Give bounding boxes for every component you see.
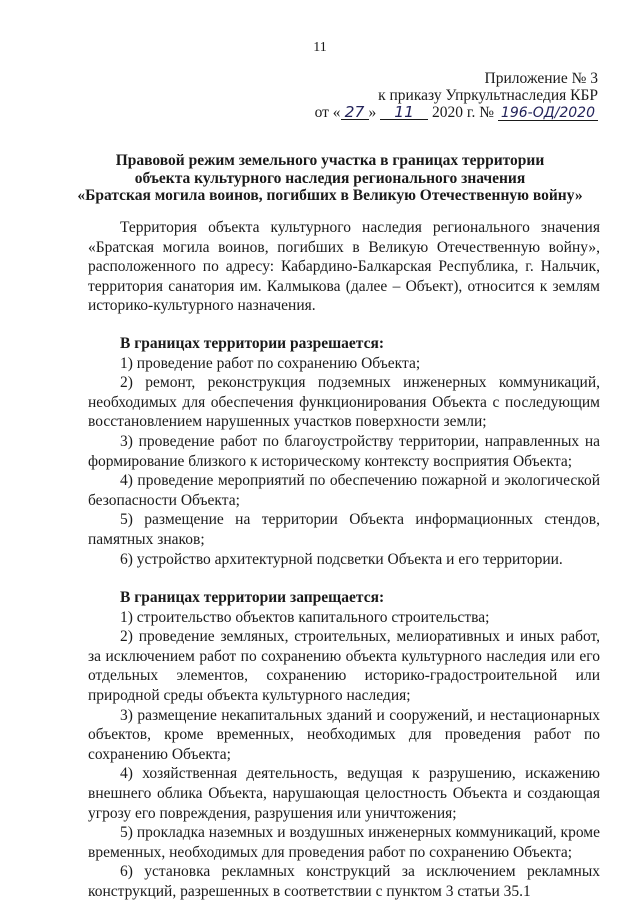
allowed-item: 2) ремонт, реконструкция подземных инженерных коммуникаций, необходимых для обеспечения функционирования Объекта с последующим восстановлением нарушенных участков поверхности земли;: [88, 374, 600, 431]
intro-paragraph: Территория объекта культурного наследия регионального значения «Братская могила воинов, погибших в Великую Отечественную войну», расположенного по адресу: Кабардино-Балкарская Республика, г. Нальчик, территория санатория им. Калмыкова (далее – Объект), относится к землям историко-культурного назначения.: [88, 219, 600, 315]
date-prefix: от «: [314, 104, 341, 121]
handwritten-order-number: 196-ОД/2020: [498, 106, 598, 121]
year-and-number-label: 2020 г. №: [432, 104, 495, 121]
title-line-1: Правовой режим земельного участка в границах территории: [115, 152, 545, 169]
date-quote: »: [368, 104, 377, 121]
document-body: [88, 218, 600, 902]
forbidden-item: 6) установка рекламных конструкций за исключением рекламных конструкций, разрешенных в соответствии с пунктом 3 статьи 35.1: [88, 863, 600, 900]
page-number: 11: [313, 40, 327, 55]
title-line-2: объекта культурного наследия регионального значения: [134, 169, 526, 187]
forbidden-item: 1) строительство объектов капитального строительства;: [120, 608, 490, 626]
document-title: [60, 152, 600, 205]
allowed-item: 3) проведение работ по благоустройству территории, направленных на формирование близкого к историческому контексту восприятия Объекта;: [88, 432, 600, 470]
allowed-item: 5) размещение на территории Объекта информационных стендов, памятных знаков;: [88, 511, 600, 548]
allowed-heading: В границах территории разрешается:: [120, 334, 385, 352]
appendix-block: [315, 70, 598, 121]
allowed-item: 1) проведение работ по сохранению Объекта;: [120, 354, 421, 372]
forbidden-item: 5) прокладка наземных и воздушных инженерных коммуникаций, кроме временных, необходимых для проведения работ по сохранению Объекта;: [88, 824, 600, 861]
allowed-item: 4) проведение мероприятий по обеспечению пожарной и экологической безопасности Объекта;: [88, 472, 600, 509]
forbidden-heading: В границах территории запрещается:: [120, 589, 385, 607]
handwritten-month: 11: [380, 105, 428, 120]
forbidden-item: 4) хозяйственная деятельность, ведущая к разрушению, искажению внешнего облика Объекта, нарушающая целостность Объекта и создающая угрозу его повреждения, разрушения или уничтожения;: [88, 765, 600, 822]
appendix-order-ref: к приказу Упркультнаследия КБР: [378, 87, 598, 104]
allowed-item: 6) устройство архитектурной подсветки Объекта и его территории.: [120, 550, 563, 568]
appendix-date-line: [315, 104, 598, 121]
forbidden-item: 2) проведение земляных, строительных, мелиоративных и иных работ, за исключением работ по сохранению объекта культурного наследия или его отдельных элементов, сохранению историко-градостроительной или природной среды объекта культурного наследия;: [88, 628, 600, 705]
title-line-3: «Братская могила воинов, погибших в Великую Отечественную войну»: [77, 187, 583, 204]
forbidden-item: 3) размещение некапитальных зданий и сооружений, и нестационарных объектов, кроме временных, необходимых для проведения работ по сохранению Объекта;: [88, 706, 600, 763]
appendix-title: Приложение № 3: [484, 70, 598, 87]
handwritten-day: 27: [341, 105, 369, 120]
